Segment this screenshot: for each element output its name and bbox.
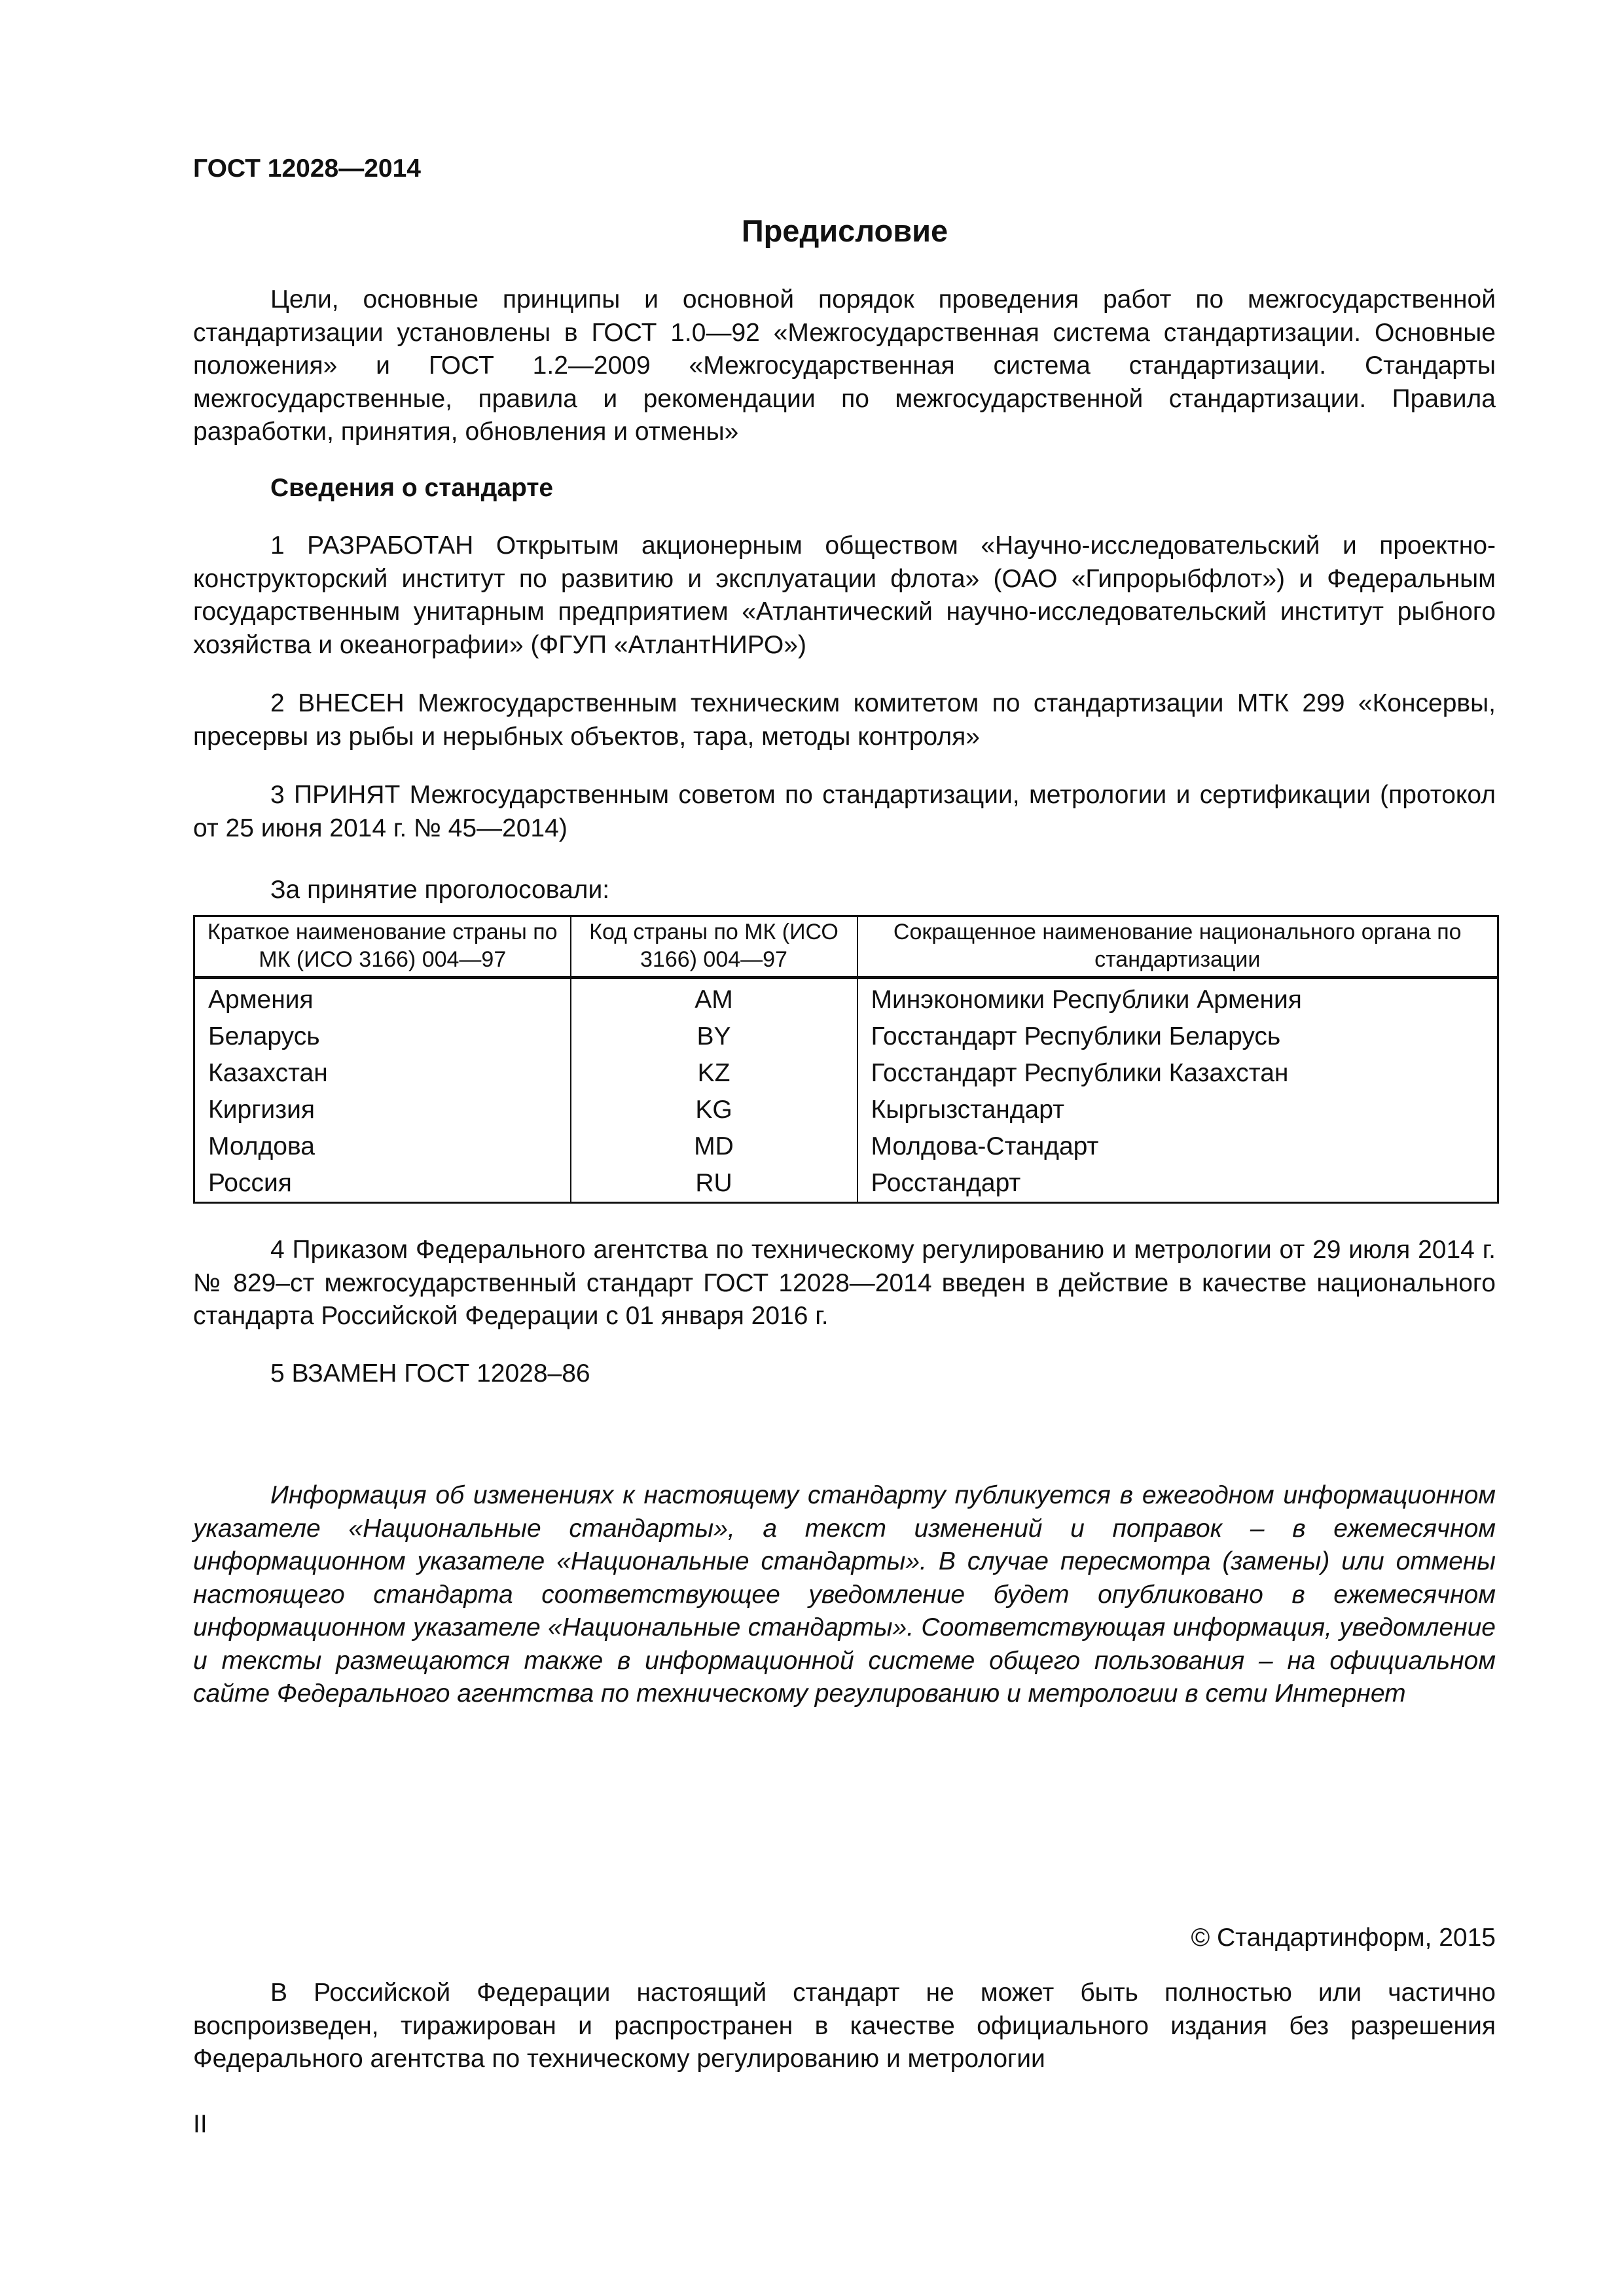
section-heading: Сведения о стандарте bbox=[270, 474, 554, 502]
column-header-country: Краткое наименование страны по МК (ИСО 3166) 004—97 bbox=[194, 916, 571, 978]
column-header-code: Код страны по МК (ИСО 3166) 004—97 bbox=[571, 916, 857, 978]
page-number: II bbox=[193, 2110, 208, 2138]
page-title: Предисловие bbox=[741, 213, 948, 248]
table-row bbox=[194, 1018, 1498, 1055]
country-cell: Россия bbox=[194, 1165, 571, 1203]
item-replaces: 5 ВЗАМЕН ГОСТ 12028–86 bbox=[270, 1359, 590, 1388]
body-cell: Госстандарт Республики Беларусь bbox=[857, 1018, 1498, 1055]
intro-paragraph: Цели, основные принципы и основной порядок проведения работ по межгосударственной стандартизации установлены в ГОСТ 1.0—92 «Межгосударственная система стандартизации. Основные положения» и ГОСТ 1.2—2009 «Межгосударственная система стандартизации. Стандарты межгосударственные, правила и рекомендации по межгосударственной стандартизации. Правила разработки, принятия, обновления и отмены» bbox=[193, 285, 1496, 446]
country-cell: Армения bbox=[194, 978, 571, 1019]
item-order: 4 Приказом Федерального агентства по техническому регулированию и метрологии от 29 июля 2014 г. № 829–ст межгосударственный стандарт ГОСТ 12028—2014 введен в действие в качестве национального стандарта Российской Федерации с 01 января 2016 г. bbox=[193, 1236, 1496, 1330]
table-row bbox=[194, 1165, 1498, 1203]
table-row bbox=[194, 1092, 1498, 1128]
country-cell: Киргизия bbox=[194, 1092, 571, 1128]
info-notice: Информация об изменениях к настоящему стандарту публикуется в ежегодном информационном указателе «Национальные стандарты», а текст изменений и поправок – в ежемесячном информационном указателе «Национальные стандарты». В случае пересмотра (замены) или отмены настоящего стандарта соответствующее уведомление будет опубликовано в ежемесячном информационном указателе «Национальные стандарты». Соответствующая информация, уведомление и тексты размещаются также в информационной системе общего пользования – на официальном сайте Федерального агентства по техническому регулированию и метрологии в сети Интернет bbox=[193, 1481, 1496, 1708]
voted-label: За принятие проголосовали: bbox=[270, 876, 610, 904]
body-cell: Росстандарт bbox=[857, 1165, 1498, 1203]
code-cell: KZ bbox=[571, 1055, 857, 1092]
code-cell: MD bbox=[571, 1128, 857, 1165]
code-cell: BY bbox=[571, 1018, 857, 1055]
country-cell: Молдова bbox=[194, 1128, 571, 1165]
code-cell: KG bbox=[571, 1092, 857, 1128]
copyright: © Стандартинформ, 2015 bbox=[1191, 1924, 1496, 1952]
table-header-row bbox=[194, 916, 1498, 978]
item-adopted: 3 ПРИНЯТ Межгосударственным советом по стандартизации, метрологии и сертификации (протокол от 25 июня 2014 г. № 45—2014) bbox=[193, 781, 1496, 842]
body-cell: Минэкономики Республики Армения bbox=[857, 978, 1498, 1019]
column-header-body: Сокращенное наименование национального органа по стандартизации bbox=[857, 916, 1498, 978]
vote-table bbox=[193, 915, 1499, 1204]
item-introduced: 2 ВНЕСЕН Межгосударственным техническим комитетом по стандартизации МТК 299 «Консервы, пресервы из рыбы и нерыбных объектов, тара, методы контроля» bbox=[193, 689, 1496, 751]
rights-notice: В Российской Федерации настоящий стандарт не может быть полностью или частично воспроизведен, тиражирован и распространен в качестве официального издания без разрешения Федерального агентства по техническому регулированию и метрологии bbox=[193, 1979, 1496, 2073]
code-cell: AM bbox=[571, 978, 857, 1019]
table-row bbox=[194, 1128, 1498, 1165]
body-cell: Кыргызстандарт bbox=[857, 1092, 1498, 1128]
code-cell: RU bbox=[571, 1165, 857, 1203]
item-developed: 1 РАЗРАБОТАН Открытым акционерным обществом «Научно-исследовательский и проектно-конструкторский институт по развитию и эксплуатации флота» (ОАО «Гипрорыбфлот») и Федеральным государственным унитарным предприятием «Атлантический научно-исследовательский институт рыбного хозяйства и океанографии» (ФГУП «АтлантНИРО») bbox=[193, 531, 1496, 659]
table-row bbox=[194, 978, 1498, 1019]
country-cell: Беларусь bbox=[194, 1018, 571, 1055]
body-cell: Госстандарт Республики Казахстан bbox=[857, 1055, 1498, 1092]
country-cell: Казахстан bbox=[194, 1055, 571, 1092]
body-cell: Молдова-Стандарт bbox=[857, 1128, 1498, 1165]
document-code: ГОСТ 12028—2014 bbox=[193, 154, 421, 183]
table-row bbox=[194, 1055, 1498, 1092]
